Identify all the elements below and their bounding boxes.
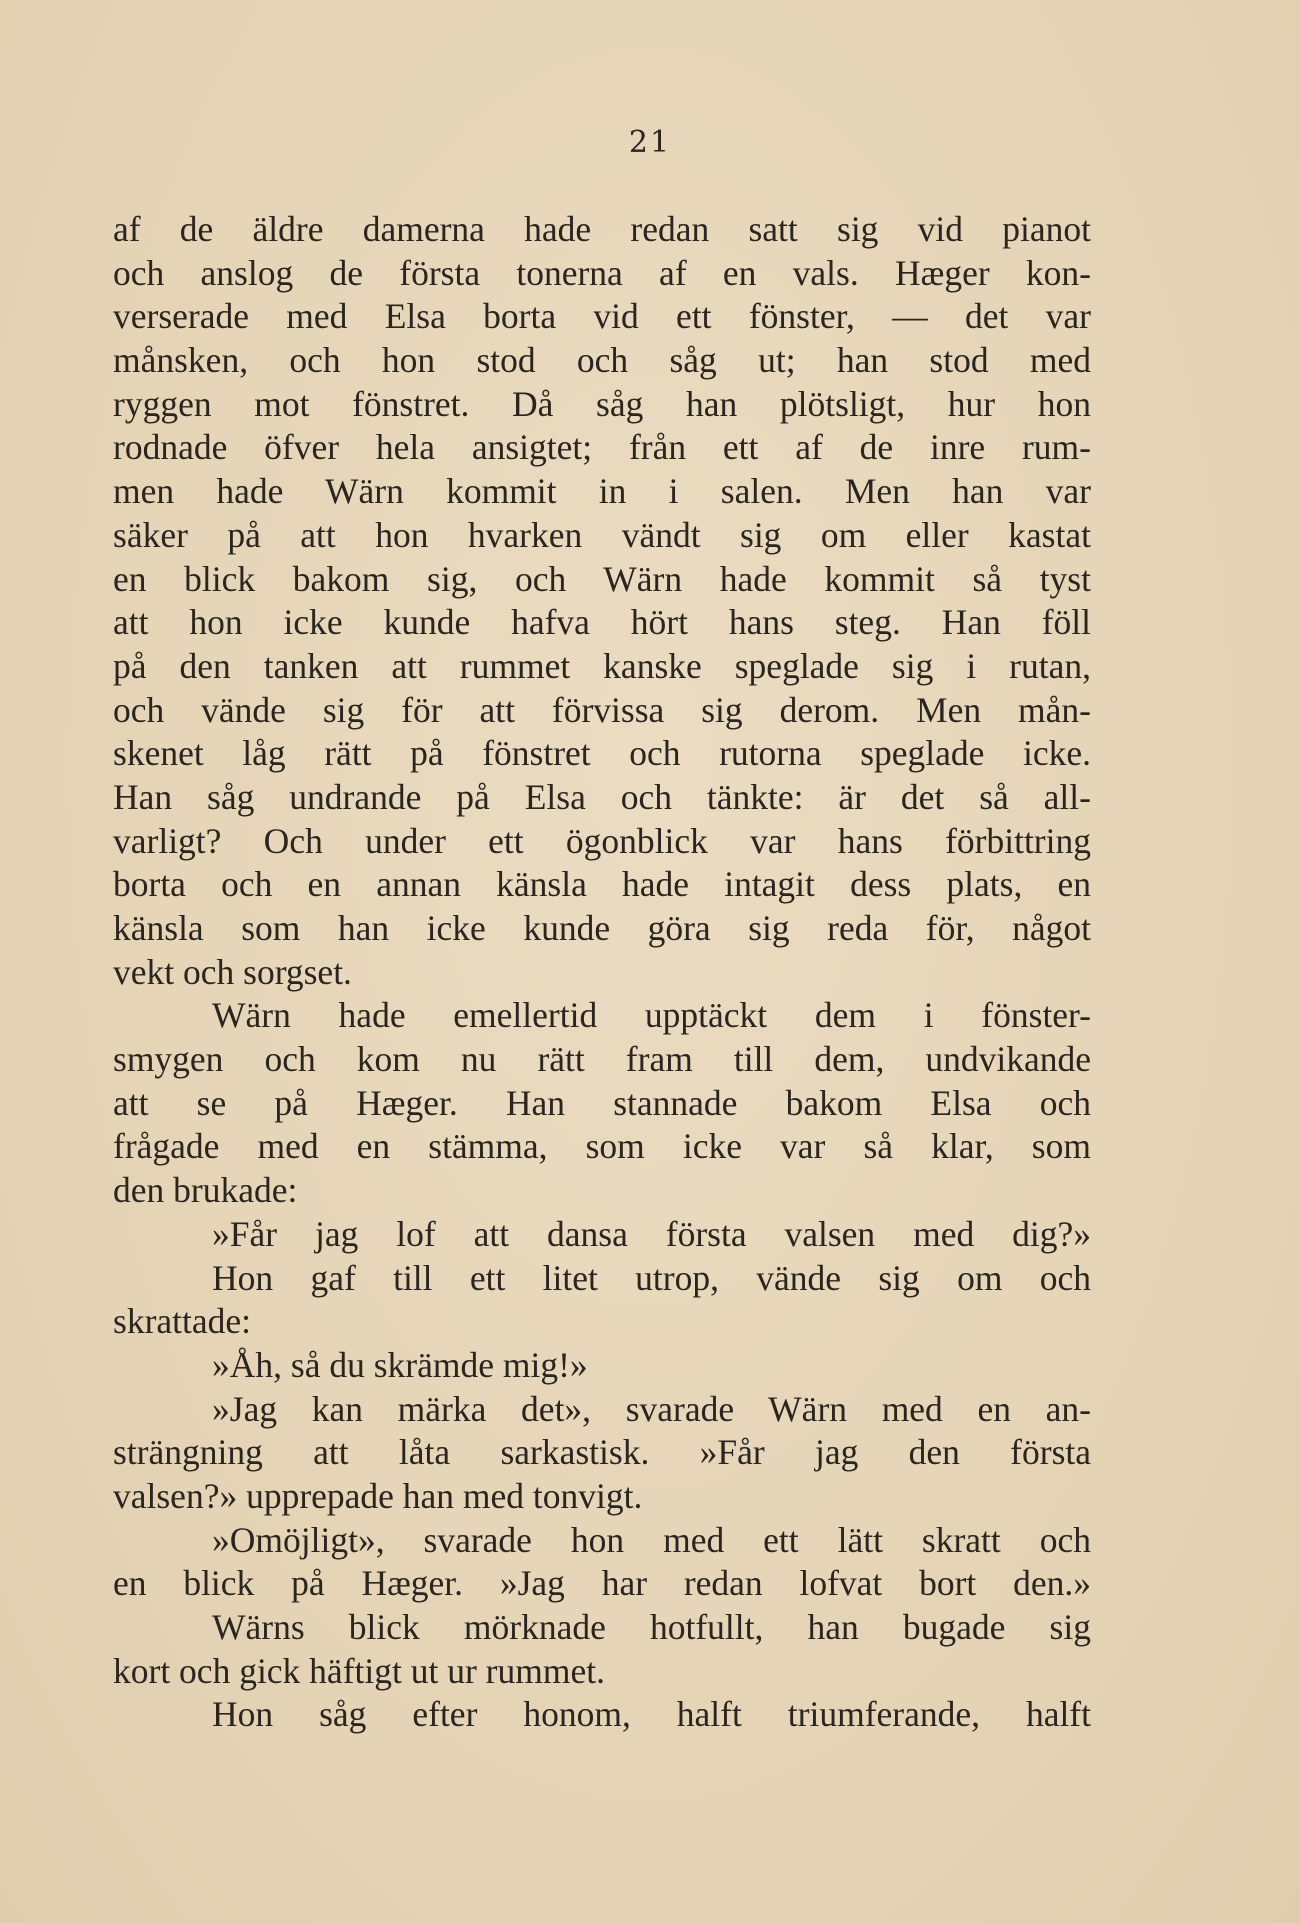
text-line: den brukade: bbox=[113, 1170, 298, 1211]
text-line: månsken, och hon stod och såg ut; han stod med bbox=[113, 340, 1091, 381]
text-line: Hon såg efter honom, halft triumferande, halft bbox=[212, 1694, 1091, 1735]
text-line: på den tanken att rummet kanske speglade sig i rutan, bbox=[113, 645, 1091, 686]
text-line: och anslog de första tonerna af en vals. Hæger kon- bbox=[113, 252, 1091, 293]
text-line: rodnade öfver hela ansigtet; från ett af de inre rum- bbox=[113, 427, 1091, 468]
text-line: borta och en annan känsla hade intagit dess plats, en bbox=[113, 864, 1091, 905]
text-line: att hon icke kunde hafva hört hans steg. Han föll bbox=[113, 602, 1091, 643]
text-line: verserade med Elsa borta vid ett fönster, — det var bbox=[113, 296, 1091, 337]
text-line: skenet låg rätt på fönstret och rutorna speglade icke. bbox=[113, 733, 1091, 774]
text-line: känsla som han icke kunde göra sig reda för, något bbox=[113, 908, 1091, 948]
text-line: »Omöjligt», svarade hon med ett lätt skratt och bbox=[212, 1519, 1091, 1560]
text-line: ryggen mot fönstret. Då såg han plötsligt, hur hon bbox=[113, 383, 1091, 424]
text-line: smygen och kom nu rätt fram till dem, undvikande bbox=[113, 1039, 1091, 1080]
text-line: vekt och sorgset. bbox=[113, 951, 352, 992]
text-line: kort och gick häftigt ut ur rummet. bbox=[113, 1650, 605, 1691]
body-text bbox=[113, 208, 1091, 1737]
text-line: »Åh, så du skrämde mig!» bbox=[212, 1344, 588, 1385]
text-line: varligt? Och under ett ögonblick var hans förbittring bbox=[113, 820, 1091, 861]
text-line: »Får jag lof att dansa första valsen med dig?» bbox=[212, 1213, 1091, 1254]
text-line: men hade Wärn kommit in i salen. Men han var bbox=[113, 471, 1091, 512]
text-line: skrattade: bbox=[113, 1301, 251, 1342]
text-line: en blick bakom sig, och Wärn hade kommit så tyst bbox=[113, 558, 1091, 599]
text-line: att se på Hæger. Han stannade bakom Elsa och bbox=[113, 1082, 1091, 1123]
text-line: Wärn hade emellertid upptäckt dem i fönster- bbox=[212, 995, 1091, 1036]
text-line: strängning att låta sarkastisk. »Får jag den första bbox=[113, 1432, 1091, 1473]
text-line: en blick på Hæger. »Jag har redan lofvat bort den.» bbox=[113, 1563, 1091, 1604]
page-number: 21 bbox=[628, 125, 672, 160]
text-line: frågade med en stämma, som icke var så klar, som bbox=[113, 1126, 1091, 1167]
text-line: valsen?» upprepade han med tonvigt. bbox=[113, 1475, 643, 1516]
text-line: af de äldre damerna hade redan satt sig vid pianot bbox=[113, 209, 1091, 249]
text-line: Han såg undrande på Elsa och tänkte: är det så all- bbox=[113, 776, 1091, 817]
text-line: Wärns blick mörknade hotfullt, han bugade sig bbox=[212, 1607, 1091, 1647]
text-line: säker på att hon hvarken vändt sig om eller kastat bbox=[113, 514, 1091, 555]
text-line: och vände sig för att förvissa sig derom. Men mån- bbox=[113, 689, 1091, 730]
text-line: Hon gaf till ett litet utrop, vände sig om och bbox=[212, 1257, 1091, 1298]
text-line: »Jag kan märka det», svarade Wärn med en an- bbox=[212, 1388, 1091, 1429]
